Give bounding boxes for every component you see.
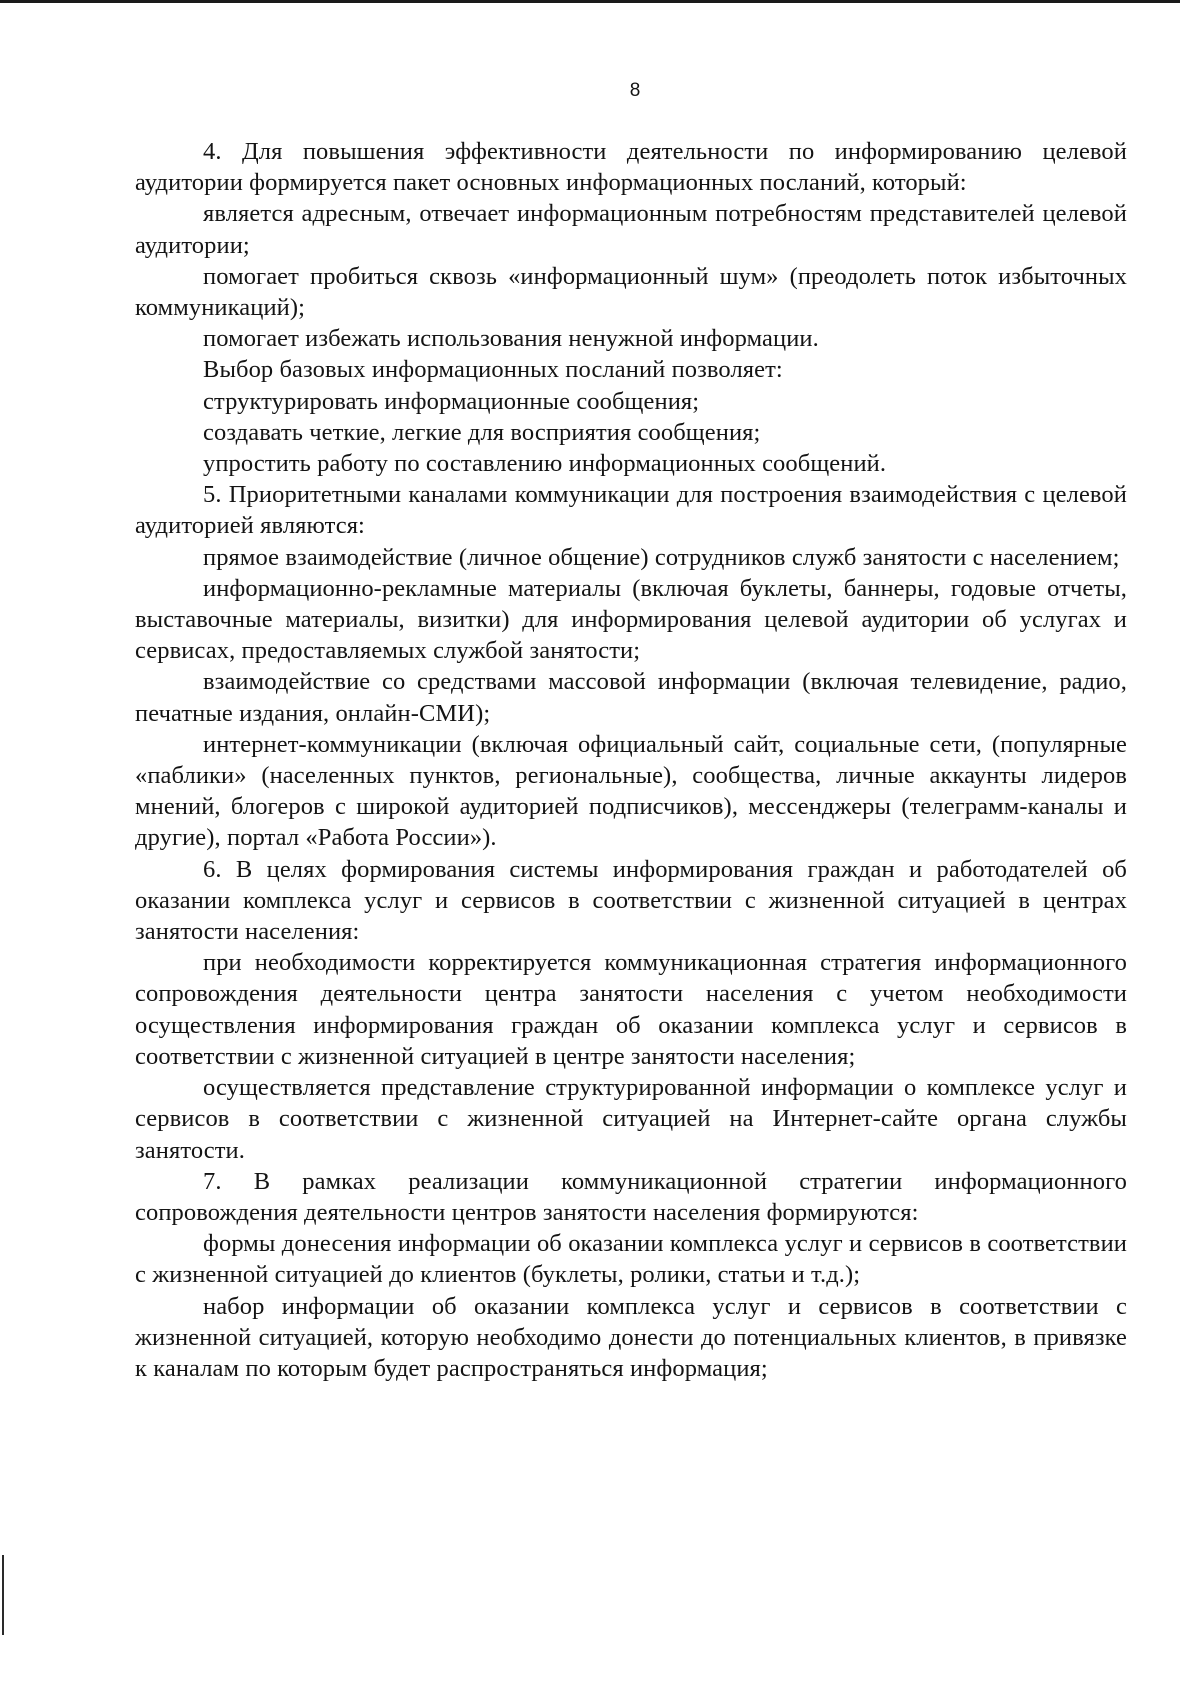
paragraph-item-4: 4. Для повышения эффективности деятельности по информированию целевой аудитории формируется пакет основных информационных посланий, который:	[135, 138, 1127, 197]
document-body	[135, 136, 1127, 1384]
paragraph-info-set: набор информации об оказании комплекса услуг и сервисов в соответствии с жизненной ситуацией, которую необходимо донести до потенциальных клиентов, в привязке к каналам по которым будет распространяться информация;	[135, 1292, 1127, 1382]
paragraph-direct-interaction: прямое взаимодействие (личное общение) сотрудников служб занятости с населением;	[203, 543, 1120, 571]
paragraph-structure: структурировать информационные сообщения;	[203, 387, 700, 415]
paragraph-item-7: 7. В рамках реализации коммуникационной стратегии информационного сопровождения деятельности центров занятости населения формируются:	[135, 1167, 1127, 1226]
paragraph-ad-materials: информационно-рекламные материалы (включая буклеты, баннеры, годовые отчеты, выставочные материалы, визитки) для информирования целевой аудитории об услугах и сервисах, предоставляемых службой занятости;	[135, 574, 1127, 665]
paragraph-addressable: является адресным, отвечает информационным потребностям представителей целевой аудитории;	[135, 200, 1127, 259]
paragraph-base-messages: Выбор базовых информационных посланий позволяет:	[203, 356, 783, 384]
paragraph-strategy-adjust: при необходимости корректируется коммуникационная стратегия информационного сопровождения деятельности центра занятости населения с учетом необходимости осуществления информирования граждан об оказании комплекса услуг и сервисов в соответствии с жизненной ситуацией в центре занятости населения;	[135, 949, 1127, 1070]
paragraph-internet: интернет-коммуникации (включая официальный сайт, социальные сети, (популярные «паблики» (населенных пунктов, региональные), сообщества, личные аккаунты лидеров мнений, блогеров с широкой аудиторией подписчиков), мессенджеры (телеграмм-каналы и другие), портал «Работа России»).	[135, 730, 1127, 852]
paragraph-delivery-forms: формы донесения информации об оказании комплекса услуг и сервисов в соответствии с жизненной ситуацией до клиентов (буклеты, ролики, статьи и т.д.);	[135, 1230, 1127, 1289]
paragraph-simplify: упростить работу по составлению информационных сообщений.	[203, 450, 887, 478]
top-border-line	[0, 0, 1180, 3]
paragraph-media: взаимодействие со средствами массовой информации (включая телевидение, радио, печатные издания, онлайн-СМИ);	[135, 668, 1127, 727]
page-number: 8	[629, 80, 641, 101]
scan-edge-mark	[2, 1555, 4, 1635]
paragraph-item-5: 5. Приоритетными каналами коммуникации для построения взаимодействия с целевой аудиторией являются:	[135, 481, 1127, 540]
paragraph-structured-info: осуществляется представление структурированной информации о комплексе услуг и сервисов в соответствии с жизненной ситуацией на Интернет-сайте органа службы занятости.	[135, 1074, 1127, 1164]
paragraph-clear-messages: создавать четкие, легкие для восприятия сообщения;	[203, 418, 761, 446]
paragraph-break-noise: помогает пробиться сквозь «информационный шум» (преодолеть поток избыточных коммуникаций);	[135, 262, 1127, 322]
paragraph-item-6: 6. В целях формирования системы информирования граждан и работодателей об оказании комплекса услуг и сервисов в соответствии с жизненной ситуацией в центрах занятости населения:	[135, 855, 1127, 946]
paragraph-avoid-unneeded: помогает избежать использования ненужной информации.	[203, 325, 819, 353]
